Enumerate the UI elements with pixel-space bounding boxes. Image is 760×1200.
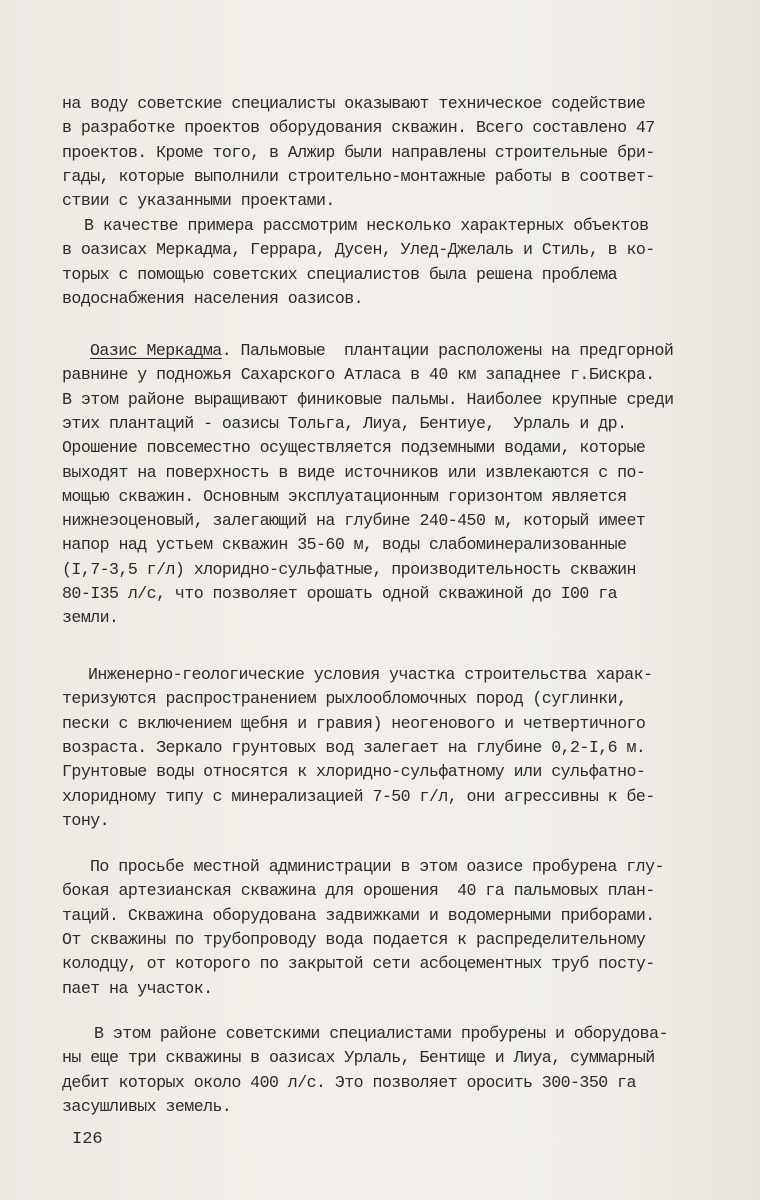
paragraph-line: пески с включением щебня и гравия) неогенового и четвертичного — [62, 713, 646, 733]
paragraph-line: в оазисах Меркадма, Геррара, Дусен, Улед-Джелаль и Стиль, в ко- — [62, 240, 655, 260]
paragraph-line: В этом районе выращивают финиковые пальмы. Наиболее крупные среди — [62, 389, 674, 409]
paragraph-line: этих плантаций - оазисы Тольга, Лиуа, Бентиуе, Урлаль и др. — [62, 413, 627, 433]
paragraph-line: 80-I35 л/с, что позволяет орошать одной скважиной до I00 га — [62, 584, 618, 603]
heading-line-rest: . Пальмовые плантации расположены на предгорной — [221, 341, 674, 360]
paragraph-line: В качестве примера рассмотрим несколько характерных объектов — [84, 216, 649, 235]
paragraph-line: ны еще три скважины в оазисах Урлаль, Бентище и Лиуа, суммарный — [62, 1048, 655, 1068]
paragraph-line: колодцу, от которого по закрытой сети асбоцементных труб посту- — [62, 954, 655, 974]
paragraph-line: напор над устьем скважин 35-60 м, воды слабоминерализованные — [62, 535, 627, 555]
paragraph-line: По просьбе местной администрации в этом оазисе пробурена глу- — [90, 857, 664, 876]
paragraph-line: на воду советские специалисты оказывают техническое содействие — [62, 94, 646, 113]
paragraph-line: земли. — [62, 608, 119, 628]
paragraph-line: бокая артезианская скважина для орошения 40 га пальмовых план- — [62, 881, 655, 901]
paragraph-line: пает на участок. — [62, 978, 213, 998]
paragraph-line: Орошение повсеместно осуществляется подземными водами, которые — [62, 438, 646, 458]
paragraph-line: выходят на поверхность в виде источников или извлекаются с по- — [62, 462, 646, 482]
paragraph-line: равнине у подножья Сахарского Атласа в 40 км западнее г.Бискра. — [62, 365, 655, 385]
paragraph-line: тону. — [62, 810, 110, 830]
paragraph-line: Грунтовые воды относятся к хлоридно-сульфатному или сульфатно- — [62, 762, 646, 782]
paragraph-line: проектов. Кроме того, в Алжир были направлены строительные бри- — [62, 142, 655, 162]
paragraph-line: гады, которые выполнили строительно-монтажные работы в соответ- — [62, 166, 655, 186]
paragraph-line: водоснабжения населения оазисов. — [62, 288, 364, 308]
paragraph-line: таций. Скважина оборудована задвижками и водомерными приборами. — [62, 905, 655, 925]
paragraph-line: теризуются распространением рыхлообломочных пород (суглинки, — [62, 689, 627, 709]
paragraph-line: в разработке проектов оборудования скважин. Всего составлено 47 — [62, 118, 655, 138]
paragraph-line: засушливых земель. — [62, 1096, 232, 1116]
paragraph-line — [90, 339, 673, 363]
paragraph-line: В этом районе советскими специалистами пробурены и оборудова- — [94, 1024, 668, 1043]
section-heading: Оазис Меркадма — [90, 341, 222, 360]
paragraph-line: возраста. Зеркало грунтовых вод залегает на глубине 0,2-I,6 м. — [62, 737, 646, 757]
paragraph-line: мощью скважин. Основным эксплуатационным горизонтом является — [62, 486, 627, 506]
paragraph-line: дебит которых около 400 л/с. Это позволяет оросить 300-350 га — [62, 1072, 636, 1092]
paragraph-line: торых с помощью советских специалистов была решена проблема — [62, 264, 618, 284]
paragraph-line: Инженерно-геологические условия участка строительства харак- — [88, 665, 653, 684]
paragraph-line: (I,7-3,5 г/л) хлоридно-сульфатные, производительность скважин — [62, 559, 636, 579]
paragraph-line: От скважины по трубопроводу вода подается к распределительному — [62, 929, 646, 949]
paragraph-line: нижнеэоценовый, залегающий на глубине 240-450 м, который имеет — [62, 511, 646, 531]
paragraph-line: ствии с указанными проектами. — [62, 191, 335, 211]
page-number: I26 — [72, 1130, 103, 1149]
paragraph-line: хлоридному типу с минерализацией 7-50 г/л, они агрессивны к бе- — [62, 786, 655, 806]
